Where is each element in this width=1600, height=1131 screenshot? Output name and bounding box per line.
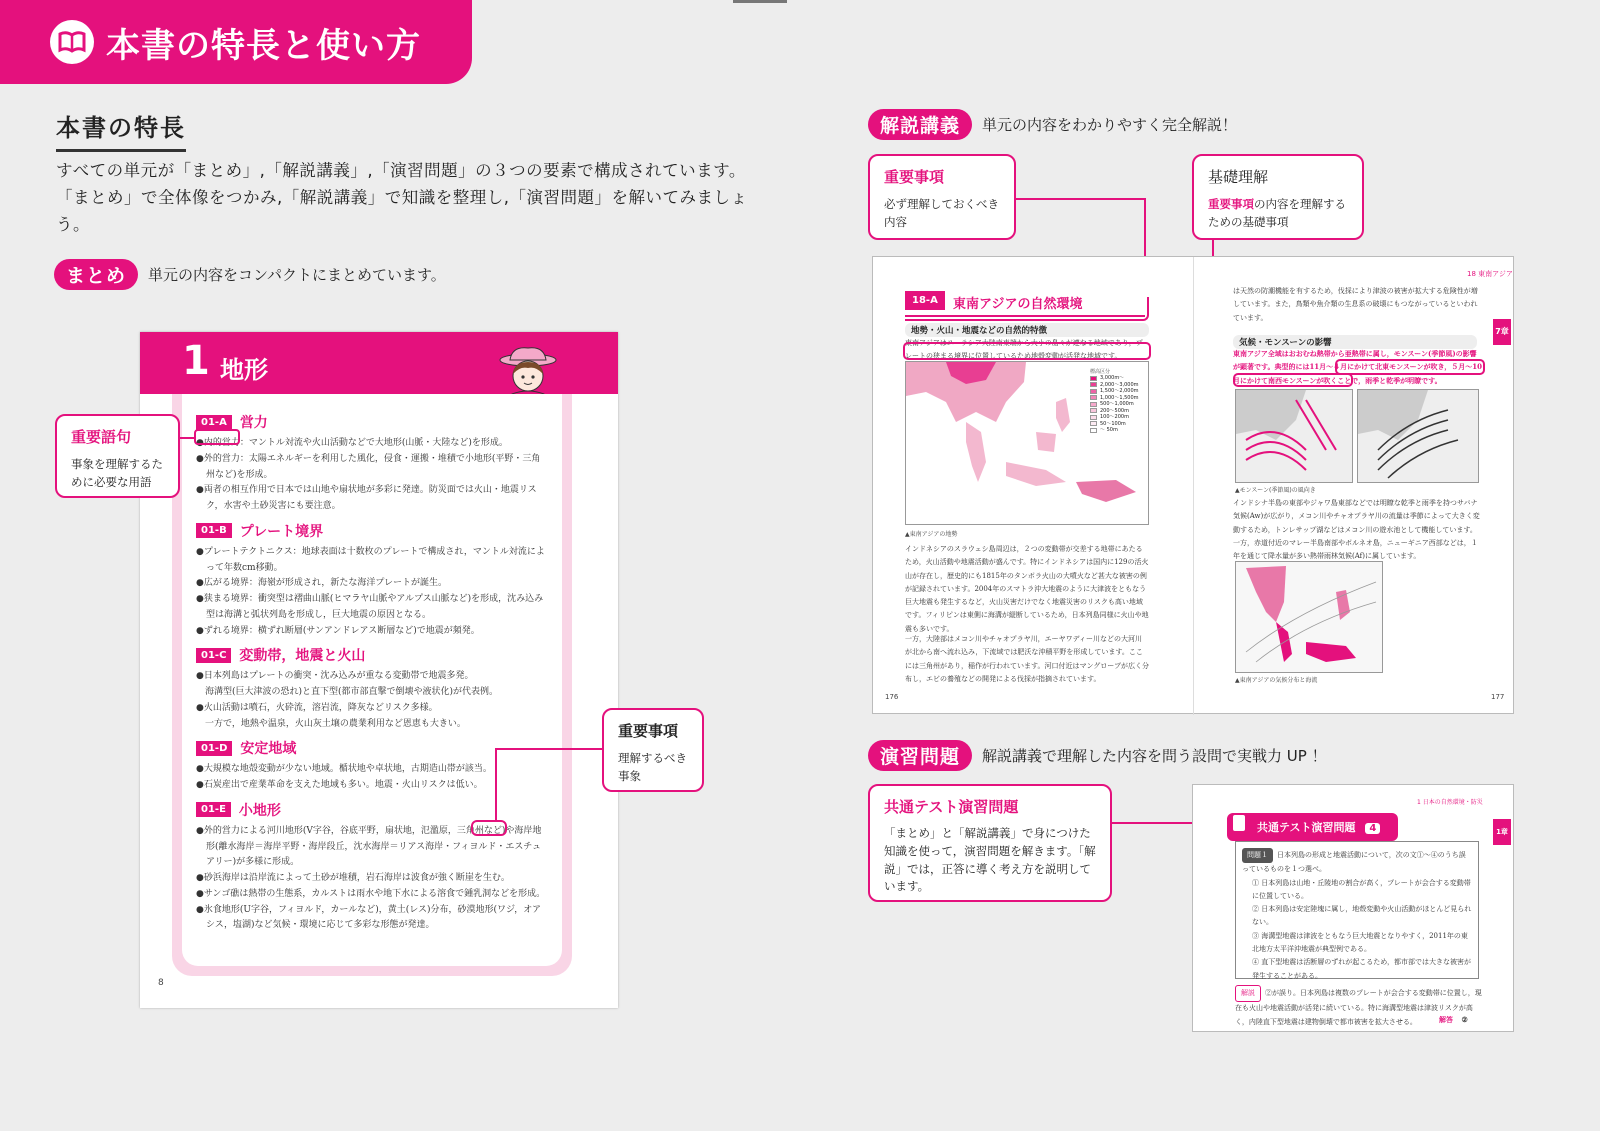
callout-title: 重要語句: [71, 428, 132, 446]
page-number-left: 176: [885, 693, 899, 701]
summary-line: ●日本列島はプレートの衝突・沈み込みが重なる変動帯で地震多発。: [196, 671, 474, 682]
monsoon-map-summer: [1357, 389, 1479, 483]
practice-header-right: 1 日本の自然環境・防災: [1417, 799, 1483, 806]
summary-line: 海溝型(巨大津波の恐れ)と直下型(都市部直撃で倒壊や液状化)が代表例。: [196, 687, 499, 697]
legend-label: 1,000〜1,500m: [1100, 394, 1139, 401]
summary-line: ●火山活動は噴石，火砕流，溶岩流，降灰などリスク多様。: [196, 702, 438, 713]
legend-list: [1090, 375, 1146, 434]
relief-map: [905, 361, 1149, 525]
summary-line: ●氷食地形(U字谷，フィヨルド，カールなど)，黄土(レス)分布，砂漠地形(ワジ，オアシス，塩湖)など気候・環境に応じて多彩な形態が発達。: [196, 904, 542, 931]
summary-line: ●サンゴ礁は熱帯の生態系，カルストは雨水や地下水による溶食で鍾乳洞などを形成。: [196, 888, 546, 899]
summary-section: [196, 412, 548, 515]
intro-line-2: 「まとめ」で全体像をつかみ,「解説講義」で知識を整理し,「演習問題」を解いてみましょ: [56, 188, 748, 207]
summary-line: ●大規模な地殻変動が少ない地域。楯状地や卓状地，古期造山帯が該当。: [196, 764, 492, 775]
section-title: プレート境界: [239, 523, 324, 540]
lecture-spread-sample: [872, 256, 1514, 714]
legend-swatch: [1090, 421, 1097, 426]
highlight-box: [905, 297, 1149, 321]
summary-line: 一方で，地熱や温泉，火山灰土壌の農業利用など恩恵も大きい。: [196, 718, 466, 729]
legend-title: 標高区分: [1090, 369, 1111, 375]
lecture-label: 解説講義: [868, 109, 972, 140]
climate-caption: ▲東南アジアの気候分布と海流: [1235, 677, 1318, 684]
callout-body: 理解するべき事象: [618, 751, 687, 784]
document-icon: [1233, 815, 1245, 831]
callout-body: 必ず理解しておくべき内容: [884, 197, 999, 230]
summary-section: [196, 645, 548, 732]
summary-line: ●砂浜海岸は沿岸流によって土砂が堆積，岩石海岸は波食が強く断崖を生む。: [196, 873, 510, 883]
callout-key-items-right: [868, 154, 1016, 240]
lecture-desc: 単元の内容をわかりやすく完全解説！: [982, 116, 1238, 134]
monsoon-caption: ▲モンスーン(季節風)の風向き: [1235, 487, 1316, 494]
header-banner: [0, 0, 472, 84]
answer: [1439, 1013, 1468, 1026]
callout-key-terms: [55, 414, 180, 498]
explanation-text: ②が誤り。日本列島は複数のプレートが会合する変動帯に位置し，現在も火山や地震活動が活発に続いている。特に海溝型地震は津波リスクが高く，内陸直下型地震は建物倒壊で都市被害を拡大させる。: [1235, 989, 1482, 1026]
summary-line: ●広がる境界：海嶺が形成され，新たな海洋プレートが誕生。: [196, 578, 448, 589]
lecture-text-1: 東南アジアはユーラシア大陸南東端から大小の島々が連なる地域であり，プレートの狭まる境界に位置しているため地殻変動が活発な地域です。: [905, 339, 1143, 361]
question-stem: 日本列島の形成と地震活動について，次の文①〜④のうち誤っているものを１つ選べ。: [1242, 851, 1466, 874]
section-tag: 01-C: [196, 648, 231, 663]
callout-body-emphasis: 重要事項: [1208, 197, 1254, 211]
legend-swatch: [1090, 415, 1097, 420]
highlight-box: [471, 820, 507, 836]
spread-divider: [1193, 257, 1194, 715]
lecture-text-3: 一方，大陸部はメコン川やチャオプラヤ川，エーヤワディー川などの大河川が北から南へ流れ込み，下流域では肥沃な沖積平野を形成しています。ここには三角州があり，稲作が行われています。河口付近はマングローブが広く分布し，エビの養殖などの開発による伐採が指摘されています。: [905, 635, 1149, 683]
lecture-text-4: は天然の防潮機能を有するため，伐採により津波の被害が拡大する危険性が増しています。また，鳥類や魚介類の生息系の破壊にもつながっているといわれています。: [1233, 287, 1478, 322]
page-title: 本書の特長と使い方: [106, 25, 421, 66]
callout-common-test: [868, 784, 1112, 902]
choice-item: ④ 直下型地震は活断層のずれが起こるため，都市部では大きな被害が発生することがある。: [1252, 958, 1471, 980]
section-heading: 本書の特長: [56, 108, 186, 152]
practice-band-number: 4: [1365, 823, 1380, 834]
intro-line-3: う。: [56, 215, 90, 234]
section-title: 小地形: [238, 802, 281, 819]
answer-label: 解答: [1439, 1015, 1453, 1024]
connector-line: [495, 748, 497, 822]
legend-label: 50〜100m: [1100, 420, 1126, 427]
climate-map: [1235, 561, 1383, 673]
summary-desc: 単元の内容をコンパクトにまとめています。: [148, 266, 446, 284]
summary-card: [182, 394, 562, 966]
summary-line: ●プレートテクトニクス：地球表面は十数枚のプレートで構成され，マントル対流によって年数cm移動。: [196, 546, 545, 573]
highlight-box: [903, 342, 1151, 360]
legend-label: 3,000m〜: [1100, 375, 1125, 381]
highlight-box: [1233, 373, 1353, 387]
summary-section: [196, 521, 548, 640]
summary-line: ●内的営力：マントル対流や火山活動などで大地形(山脈・大陸など)を形成。: [196, 438, 508, 448]
chapter-side-tab: 1章: [1493, 819, 1511, 845]
legend-label: 1,500〜2,000m: [1100, 388, 1139, 394]
subheading-terrain: 地勢・火山・地震などの自然的特徴: [905, 323, 1149, 337]
section-title: 営力: [239, 415, 268, 431]
choice-item: ② 日本列島は安定陸塊に属し，地殻変動や火山活動がほとんど見られない。: [1252, 905, 1472, 927]
intro-line-1: すべての単元が「まとめ」,「解説講義」,「演習問題」の３つの要素で構成されています。: [56, 161, 746, 180]
chapter-number: 1: [182, 338, 210, 384]
legend-swatch: [1090, 389, 1097, 394]
legend-swatch: [1090, 382, 1097, 387]
summary-line: ●狭まる境界：衝突型は褶曲山脈(ヒマラヤ山脈やアルプス山脈など)を形成，沈み込み型は海溝と弧状列島を形成し，巨大地震の原因となる。: [196, 594, 544, 620]
subheading-monsoon: 気候・モンスーンの影響: [1233, 335, 1477, 349]
section-title: 変動帯，地震と火山: [239, 648, 366, 665]
legend-swatch: [1090, 376, 1097, 381]
summary-line: ●両者の相互作用で日本では山地や扇状地が多彩に発達。防災面では火山・地震リスク，水害や土砂災害にも要注意。: [196, 485, 537, 511]
explanation-badge: 解説: [1235, 985, 1261, 1002]
highlight-box: [194, 429, 240, 445]
section-head: [196, 645, 548, 665]
legend-label: 200〜500m: [1100, 407, 1129, 414]
highlight-box: [1335, 359, 1485, 375]
section-title: 安定地域: [240, 741, 297, 758]
summary-line: ●石炭産出で産業革命を支えた地域も多い。地震・火山リスクは低い。: [196, 780, 483, 790]
practice-page-sample: [1192, 784, 1514, 1032]
callout-key-items-left: [602, 708, 704, 792]
practice-band: [1227, 813, 1398, 841]
legend-label: 2,000〜3,000m: [1100, 381, 1139, 388]
practice-band-title: 共通テスト演習問題: [1257, 821, 1356, 834]
section-tag: 01-B: [196, 523, 232, 538]
callout-title: 基礎理解: [1208, 168, 1269, 186]
legend-swatch: [1090, 428, 1097, 433]
callout-body: 「まとめ」と「解説講義」で身につけた知識を使って，演習問題を解きます。「解説」では，正答に導く考え方を説明しています。: [884, 826, 1096, 894]
topic-title: 東南アジアの自然環境: [953, 297, 1083, 312]
section-head: [196, 521, 548, 541]
choice-item: ③ 海溝型地震は津波をともなう巨大地震となりやすく，2011年の東北地方太平洋沖地震が典型例である。: [1252, 931, 1468, 954]
page-number: 8: [158, 978, 164, 988]
summary-line: ●外的営力：太陽エネルギーを利用した風化，侵食・運搬・堆積で小地形(平野・三角州など)を形成。: [196, 453, 541, 480]
lecture-text-2: インドネシアのスラウェシ島周辺は，２つの変動帯が交差する地帯にあたるため，火山活動や地震活動が盛んです。特にインドネシアは国内に129の活火山が存在し，歴史的にも1815年のタンボラ火山の大噴火など甚大な被害の例が記録されています。2004年のスマトラ沖大地震のように大津波をともなう巨大地震も発生するなど，火山災害だけでなく地震災害のリスクも高い地域です。フィリピンは東側に海溝が縦断しているため，日本列島同様に火山や地震も多いです。: [905, 545, 1149, 633]
callout-title: 重要事項: [618, 722, 679, 740]
connector-line: [495, 748, 603, 750]
legend-swatch: [1090, 395, 1097, 400]
summary-panel: [172, 394, 572, 976]
lecture-text-6: インドシナ半島の東部やジャワ島東部などでは明瞭な乾季と雨季を持つサバナ気候(Aw)が広がり，メコン川やチャオプラヤ川の流量は季節によって大きく変動するため，トンレサップ湖などはメコン川の遊水池として機能しています。一方，赤道付近のマレー半島南部やボルネオ島，ニューギニア西部などは，１年を通じて降水量が多い熱帯雨林気候(Af)に属しています。: [1233, 499, 1480, 561]
practice-label: 演習問題: [868, 740, 972, 771]
legend-item: [1090, 427, 1146, 434]
section-head: [196, 412, 548, 432]
map-caption: ▲東南アジアの地勢: [905, 531, 958, 538]
answer-value: ②: [1461, 1015, 1468, 1024]
question-badge: 問題１: [1242, 848, 1273, 863]
summary-line: ●外的営力による河川地形(V字谷，谷底平野，扇状地，氾濫原，三角州など)や海岸地形(離水海岸＝海岸平野・海岸段丘，沈水海岸＝リアス海岸・フィヨルド・エスチュアリー)が多様に形成。: [196, 825, 542, 868]
practice-desc: 解説講義で理解した内容を問う設問で実戦力 UP ！: [982, 747, 1327, 765]
spread-header-right: 18 東南アジア: [1467, 270, 1513, 278]
legend-label: 500〜1,000m: [1100, 401, 1134, 407]
chapter-side-tab: 7章: [1493, 319, 1511, 345]
section-tag: 01-A: [196, 415, 232, 430]
connector-line: [1016, 198, 1146, 200]
legend-label: 〜 50m: [1100, 427, 1118, 433]
callout-title: 共通テスト演習問題: [884, 798, 1019, 816]
legend-swatch: [1090, 408, 1097, 413]
question-text: [1242, 848, 1472, 877]
map-legend: [1090, 368, 1146, 434]
section-tag: 01-E: [196, 802, 231, 817]
legend-swatch: [1090, 402, 1097, 407]
callout-body-rest: の内容を理解するための基礎事項: [1208, 197, 1346, 230]
callout-body: 事象を理解するために必要な用語: [71, 457, 163, 490]
lecture-text-5: 東南アジア全域はおおむね熱帯から亜熱帯に属し，モンスーン(季節風)の影響が顕著です。典型的には11月〜４月にかけて北東モンスーンが吹き，５月〜10月にかけて南西モンスーンが吹くことで，雨季と乾季が明瞭です。: [1233, 349, 1482, 385]
monsoon-map-winter: [1235, 389, 1353, 483]
section-tag: 01-D: [196, 741, 232, 756]
page-number-right: 177: [1491, 693, 1505, 701]
callout-title: 重要事項: [884, 168, 945, 186]
callout-basics: [1192, 154, 1364, 240]
book-icon: [50, 20, 94, 64]
summary-line: ●ずれる境界：横ずれ断層(サンアンドレアス断層など)で地震が頻発。: [196, 625, 480, 636]
summary-sections: [182, 394, 562, 934]
summary-label: まとめ: [54, 259, 138, 290]
legend-label: 100〜200m: [1100, 414, 1129, 420]
choice-item: ① 日本列島は山地・丘陵地の割合が高く，プレートが会合する変動帯に位置している。: [1252, 878, 1471, 900]
topic-tag: 18-A: [905, 291, 945, 310]
callout-body: [1208, 195, 1348, 232]
top-mark: [733, 0, 787, 3]
question-box: [1235, 841, 1479, 979]
choice-list: [1242, 877, 1472, 983]
chapter-title: 地形: [220, 356, 268, 384]
